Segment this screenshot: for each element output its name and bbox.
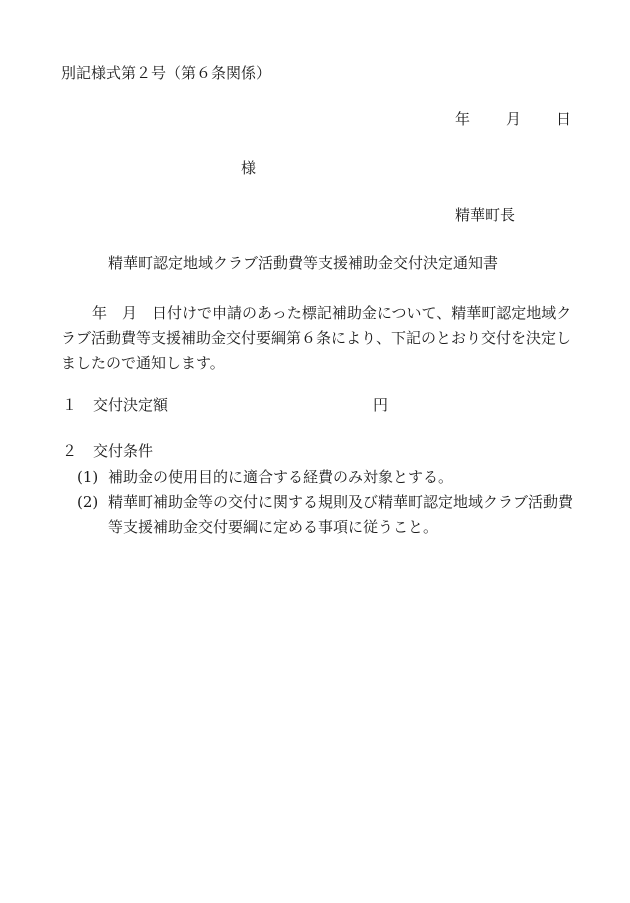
date-year-label: 年 <box>455 110 471 128</box>
condition-1 <box>77 465 587 490</box>
condition-text: 補助金の使用目的に適合する経費のみ対象とする。 <box>108 468 454 486</box>
date-day-label: 日 <box>556 110 572 128</box>
addressee-suffix: 様 <box>241 159 257 177</box>
date-month-label: 月 <box>506 110 522 128</box>
body-paragraph <box>61 301 581 376</box>
item-label: 交付決定額 <box>93 396 169 414</box>
body-text: 年 月 日付けで申請のあった標記補助金について、精華町認定地域クラブ活動費等支援補助金交付要綱第６条により、下記のとおり交付を決定しましたので通知します。 <box>61 304 572 372</box>
item-label: 交付条件 <box>93 442 154 460</box>
item-unit: 円 <box>373 396 389 414</box>
item-number: １ <box>62 396 78 414</box>
condition-number: (1) <box>77 468 99 486</box>
document-title: 精華町認定地域クラブ活動費等支援補助金交付決定通知書 <box>108 254 499 272</box>
issuer: 精華町長 <box>455 206 516 224</box>
condition-text: 精華町補助金等の交付に関する規則及び精華町認定地域クラブ活動費等支援補助金交付要綱に定める事項に従うこと。 <box>108 493 574 536</box>
item-number: ２ <box>62 442 78 460</box>
form-number: 別記様式第２号（第６条関係） <box>61 64 272 82</box>
condition-2 <box>77 490 587 540</box>
condition-number: (2) <box>77 493 99 511</box>
